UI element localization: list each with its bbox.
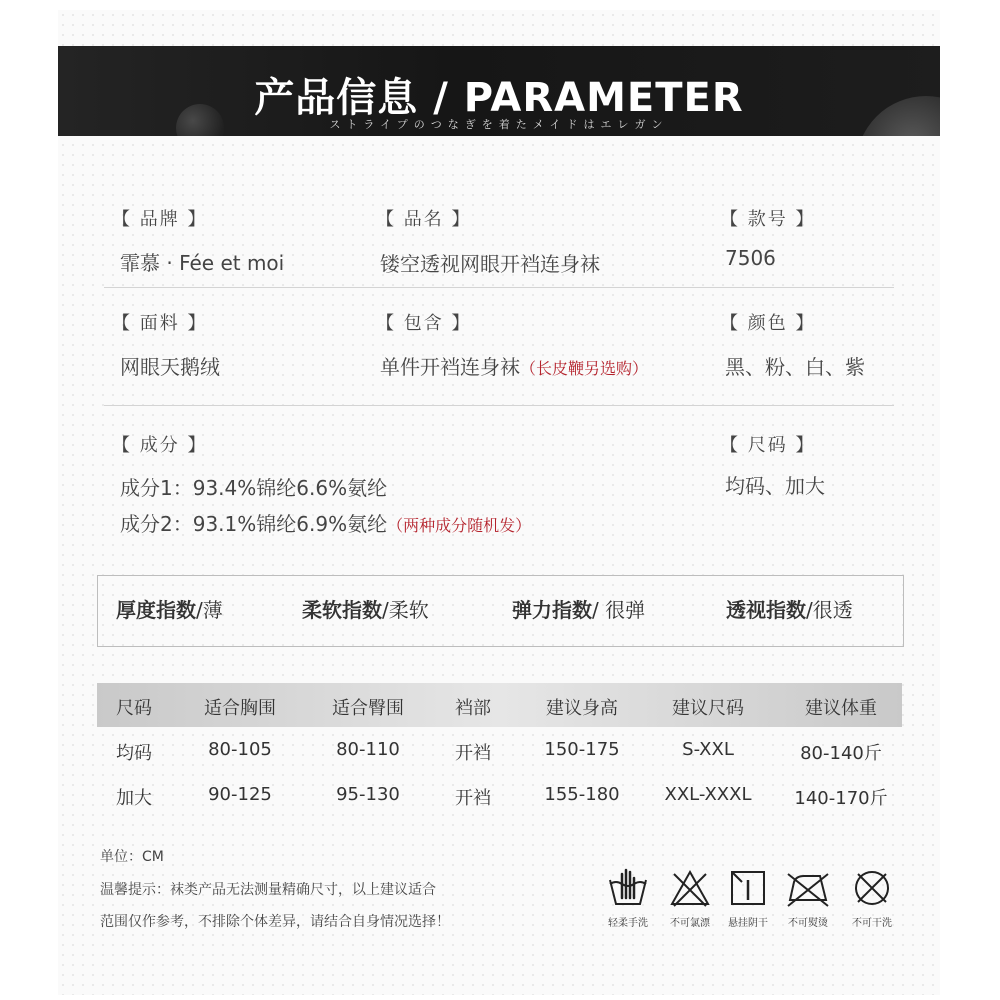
table-cell: 150-175	[544, 739, 620, 760]
care-no-dry-clean	[842, 868, 902, 929]
care-hand-wash	[598, 868, 658, 929]
brand-value: 霏慕 · Fée et moi	[120, 251, 285, 275]
table-cell: 均码	[116, 743, 152, 764]
care-label: 不可熨烫	[788, 918, 828, 929]
index-value: /薄	[196, 598, 223, 622]
fabric-label: 【 面料 】	[112, 313, 208, 334]
no-dry-clean-icon	[850, 868, 894, 908]
index-name: 柔软指数	[302, 598, 382, 622]
table-header-cell: 尺码	[116, 698, 152, 719]
softness-index	[302, 594, 429, 623]
care-no-iron	[778, 868, 838, 929]
table-header-cell: 建议体重	[805, 698, 877, 719]
page-background	[58, 10, 940, 995]
brand-label: 【 品牌 】	[112, 209, 208, 230]
table-header-cell: 适合胸围	[204, 698, 276, 719]
composition-note: （两种成分随机发）	[387, 516, 532, 535]
banner-subtitle: ストライプのつなぎを着たメイドはエレガン	[329, 118, 669, 131]
table-header-cell: 建议身高	[546, 698, 618, 719]
table-cell: S-XXL	[682, 739, 734, 760]
table-cell: 90-125	[208, 784, 272, 805]
table-cell: 95-130	[336, 784, 400, 805]
color-label: 【 颜色 】	[720, 313, 816, 334]
table-cell: 加大	[116, 788, 152, 809]
table-header-cell: 裆部	[455, 698, 491, 719]
hand-wash-icon	[606, 868, 650, 908]
care-no-bleach	[660, 868, 720, 929]
color-value: 黑、粉、白、紫	[725, 355, 865, 379]
table-cell: 开裆	[455, 743, 491, 764]
banner-title: 产品信息 / PARAMETER	[254, 75, 744, 121]
composition-line-1: 成分1：93.4%锦纶6.6%氨纶	[120, 476, 388, 500]
care-label: 不可氯漂	[670, 918, 710, 929]
header-banner	[58, 46, 940, 136]
no-bleach-icon	[668, 868, 712, 908]
table-cell: 140-170斤	[794, 788, 888, 809]
hang-dry-shade-icon	[726, 868, 770, 908]
table-cell: 155-180	[544, 784, 620, 805]
contents-value	[380, 351, 648, 380]
table-header-cell: 适合臀围	[332, 698, 404, 719]
divider	[104, 405, 894, 406]
index-name: 厚度指数	[116, 598, 196, 622]
composition-line-2	[120, 508, 531, 537]
table-cell: 开裆	[455, 788, 491, 809]
table-cell: XXL-XXXL	[664, 784, 752, 805]
care-label: 悬挂阴干	[728, 918, 768, 929]
composition-line-2-text: 成分2：93.1%锦纶6.9%氨纶	[120, 512, 388, 536]
contents-note: （长皮鞭另选购）	[520, 359, 649, 378]
index-value: / 很弹	[592, 598, 646, 622]
care-hang-dry-shade	[718, 868, 778, 929]
fabric-value: 网眼天鹅绒	[120, 355, 220, 379]
index-value: /很透	[806, 598, 853, 622]
composition-label: 【 成分 】	[112, 435, 208, 456]
contents-main: 单件开裆连身袜	[380, 355, 520, 379]
index-name: 透视指数	[726, 598, 806, 622]
table-cell: 80-140斤	[800, 743, 882, 764]
no-iron-icon	[784, 868, 832, 908]
product-name-value: 镂空透视网眼开裆连身袜	[380, 252, 600, 276]
thickness-index	[116, 594, 223, 623]
tip-line-1: 温馨提示：袜类产品无法测量精确尺寸，以上建议适合	[100, 882, 436, 898]
product-name-label: 【 品名 】	[376, 209, 472, 230]
unit-note: 单位：CM	[100, 849, 164, 865]
table-header-cell: 建议尺码	[672, 698, 744, 719]
size-value: 均码、加大	[725, 474, 825, 498]
table-cell: 80-110	[336, 739, 400, 760]
elasticity-index	[512, 594, 645, 623]
divider	[104, 287, 894, 288]
size-label: 【 尺码 】	[720, 435, 816, 456]
transparency-index	[726, 594, 853, 623]
model-value: 7506	[725, 246, 776, 270]
index-name: 弹力指数	[512, 598, 592, 622]
care-label: 轻柔手洗	[608, 918, 648, 929]
tip-line-2: 范围仅作参考，不排除个体差异，请结合自身情况选择！	[100, 914, 450, 930]
care-label: 不可干洗	[852, 918, 892, 929]
table-cell: 80-105	[208, 739, 272, 760]
model-label: 【 款号 】	[720, 209, 816, 230]
contents-label: 【 包含 】	[376, 313, 472, 334]
index-value: /柔软	[382, 598, 429, 622]
